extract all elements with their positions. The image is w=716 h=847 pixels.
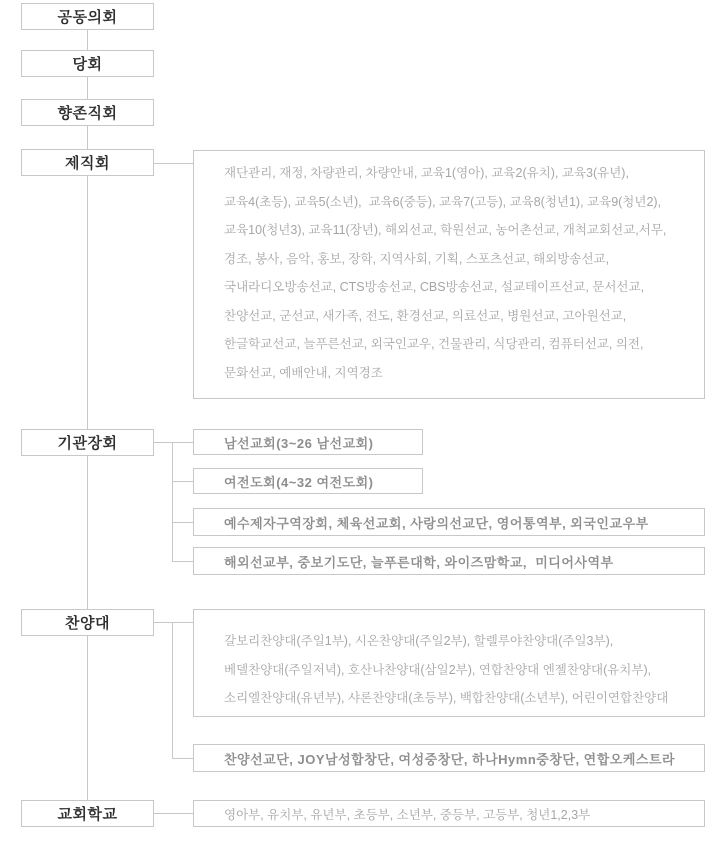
level-box-school	[21, 800, 154, 827]
connector-spine-2	[87, 77, 88, 99]
level-box-choir	[21, 609, 154, 636]
jejik-line: 문화선교, 예배안내, 지역경조	[224, 365, 383, 380]
level-box-session	[21, 50, 154, 77]
connector-spine-1	[87, 30, 88, 50]
connector-school	[154, 813, 193, 814]
level-label-choir: 찬양대	[65, 615, 110, 632]
connector-gigwan-drop	[172, 442, 173, 562]
jejik-line: 경조, 봉사, 음악, 홍보, 장학, 지역사회, 기획, 스포츠선교, 해외방송선교,	[224, 251, 610, 266]
level-box-gigwan	[21, 429, 154, 456]
connector-choir-main	[154, 622, 193, 623]
choir-line: 소리엘찬양대(유년부), 샤론찬양대(초등부), 백합찬양대(소년부), 어린이연합찬양대	[224, 691, 669, 705]
level-box-jejik	[21, 149, 154, 176]
jejik-line: 한글학교선교, 늘푸른선교, 외국인교우, 건물관리, 식당관리, 컴퓨터선교, 의전,	[224, 337, 644, 351]
level-box-assembly	[21, 3, 154, 30]
jejik-line: 국내라디오방송선교, CTS방송선교, CBS방송선교, 설교테이프선교, 문서선교,	[224, 280, 645, 294]
gigwan-row-yeojeondo: 여전도회(4~32 여전도회)	[193, 468, 423, 494]
connector-gigwan-row3	[172, 522, 193, 523]
connector-gigwan-main	[154, 442, 193, 443]
choir-line: 베델찬양대(주일저녁), 호산나찬양대(삼일2부), 연합찬양대 엔젤찬양대(유치부),	[224, 662, 652, 677]
connector-spine-4	[87, 176, 88, 429]
level-box-hyangjon	[21, 99, 154, 126]
jejik-line: 교육10(청년3), 교육11(장년), 해외선교, 학원선교, 농어촌선교, 개척교회선교,서무,	[224, 223, 667, 237]
level-label-school: 교회학교	[57, 806, 118, 823]
gigwan-row-haeoe: 해외선교부, 중보기도단, 늘푸른대학, 와이즈맘학교, 미디어사역부	[193, 547, 705, 575]
connector-gigwan-row4	[172, 561, 193, 562]
level-label-jejik: 제직회	[65, 155, 110, 172]
level-label-assembly: 공동의회	[57, 9, 118, 26]
jejik-line: 재단관리, 재정, 차량관리, 차량안내, 교육1(영아), 교육2(유치), 교육3(유년),	[224, 166, 629, 180]
connector-choir-row	[172, 758, 193, 759]
choir-mission-row: 찬양선교단, JOY남성합창단, 여성중창단, 하나Hymn중창단, 연합오케스트라	[193, 744, 705, 772]
school-departments-row: 영아부, 유치부, 유년부, 초등부, 소년부, 중등부, 고등부, 청년1,2,3부	[193, 800, 705, 827]
connector-gigwan-row2	[172, 481, 193, 482]
connector-spine-5	[87, 456, 88, 609]
connector-jejik	[154, 163, 193, 164]
level-label-session: 당회	[72, 56, 103, 73]
jejik-line: 교육4(초등), 교육5(소년), 교육6(중등), 교육7(고등), 교육8(청년1), 교육9(청년2),	[224, 194, 662, 209]
level-label-hyangjon: 향존직회	[57, 105, 118, 122]
gigwan-row-jesu: 예수제자구역장회, 체육선교회, 사랑의선교단, 영어통역부, 외국인교우부	[193, 508, 705, 536]
gigwan-row-namseon: 남선교회(3~26 남선교회)	[193, 429, 423, 455]
connector-spine-6	[87, 636, 88, 800]
connector-spine-3	[87, 126, 88, 149]
choir-line: 갈보리찬양대(주일1부), 시온찬양대(주일2부), 할렐루야찬양대(주일3부),	[224, 634, 614, 648]
choir-panel	[193, 609, 705, 717]
level-label-gigwan: 기관장회	[57, 435, 118, 452]
connector-choir-drop	[172, 622, 173, 758]
jejik-departments-panel	[193, 150, 705, 399]
jejik-line: 찬양선교, 군선교, 새가족, 전도, 환경선교, 의료선교, 병원선교, 고아원선교,	[224, 308, 627, 323]
